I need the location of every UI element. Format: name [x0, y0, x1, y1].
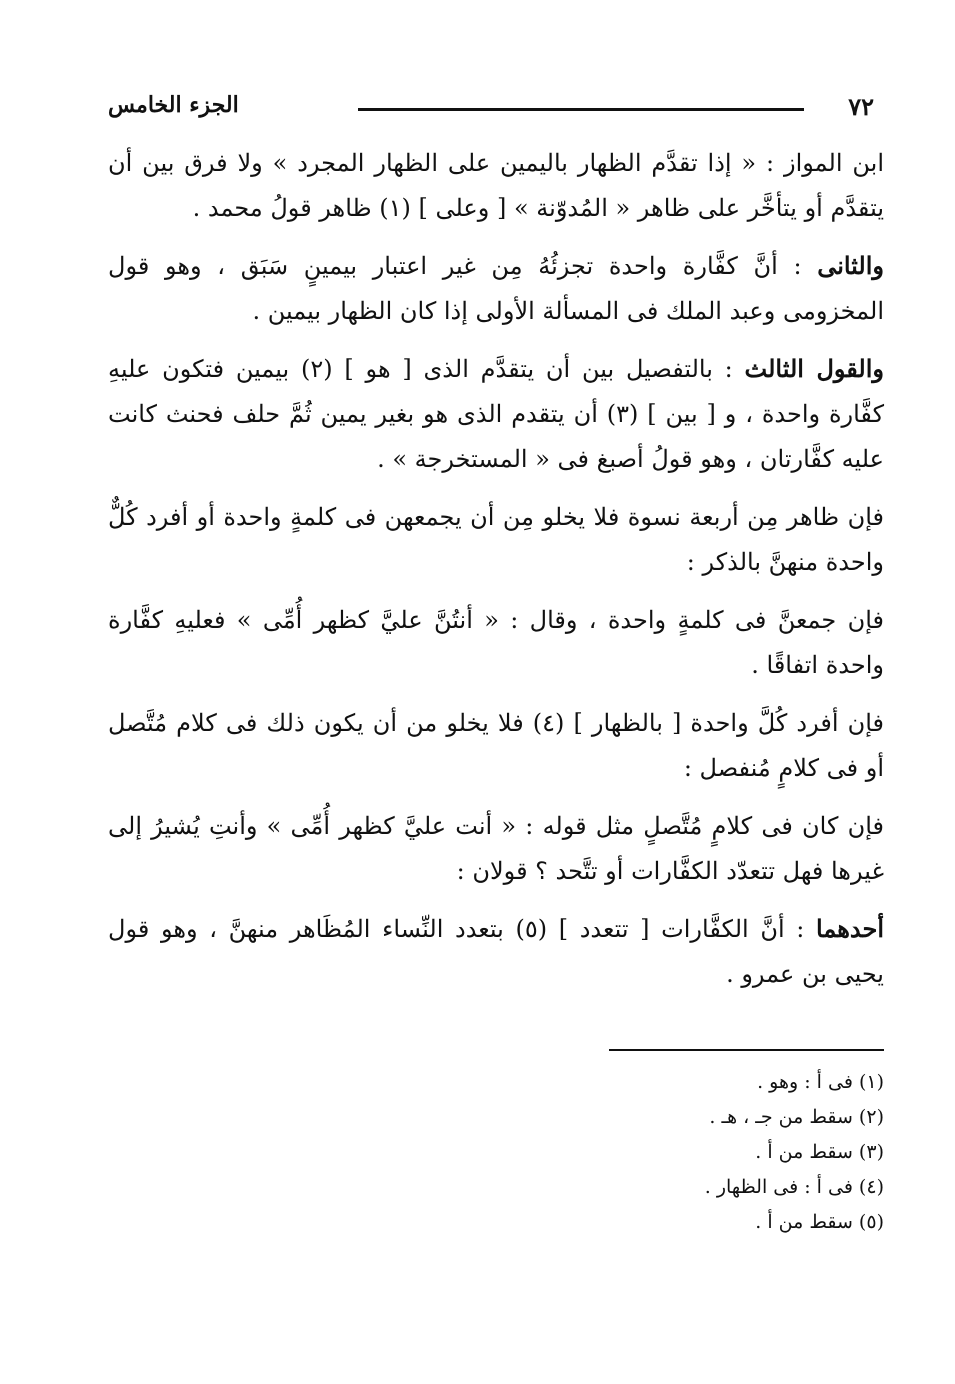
paragraph: والقول الثالث : بالتفصيل بين أن يتقدَّم الذى [ هو ] (٢) بيمين فتكون عليهِ كفَّارة واحدة ، و [ بين ] (٣) أن يتقدم الذى هو بغير يمين ثُمَّ حلف فحنث كانت عليه كفَّارتان ، وهو قولُ أصبغ فى « المستخرجة » . — [108, 354, 884, 473]
footnote: (٤) فى أ : فى الظهار . — [704, 1176, 884, 1198]
paragraph: ابن المواز : « إذا تقدَّم الظهار باليمين على الظهار المجرد » ولا فرق بين أن يتقدَّم أو يتأخَّر على ظاهر « المُدوّنة » [ وعلى ] (١) ظاهر قولُ محمد . — [108, 149, 884, 222]
footnote: (٥) سقط من أ . — [755, 1211, 884, 1233]
paragraph-lead: والثانى — [817, 251, 884, 280]
running-head — [108, 92, 884, 140]
footnote: (٣) سقط من أ . — [755, 1141, 884, 1163]
footnote: (٢) سقط من جـ ، هـ . — [709, 1106, 884, 1128]
paragraph: أحدهما : أنَّ الكفَّارات [ تتعدد ] (٥) بتعدد النِّساء المُظَاهر منهنَّ ، وهو قول يحيى بن عمرو . — [108, 914, 884, 988]
paragraph: فإن جمعنَّ فى كلمةٍ واحدة ، وقال : « أنتُنَّ عليَّ كظهر أُمِّى » فعليهِ كفَّارة واحدة اتفاقًا . — [108, 606, 884, 679]
footnotes — [108, 1065, 884, 1240]
page — [108, 92, 884, 1240]
paragraph: والثانى : أنَّ كفَّارة واحدة تجزئُهُ مِن غير اعتبار بيمينٍ سَبَق ، وهو قول المخزومى وعبد الملك فى المسألة الأولى إذا كان الظهار بيمين . — [108, 251, 884, 325]
body-text — [108, 140, 884, 997]
paragraph: فإن أفرد كُلَّ واحدة [ بالظهار ] (٤) فلا يخلو من أن يكون ذلك فى كلام مُتَّصل أو فى كلامٍ مُنفصل : — [108, 709, 884, 782]
paragraph-lead: والقول الثالث — [744, 354, 884, 383]
header-rule — [358, 108, 804, 111]
footnote-rule — [609, 1049, 884, 1051]
footnote: (١) فى أ : وهو . — [757, 1071, 884, 1093]
paragraph-lead: أحدهما — [816, 914, 884, 943]
running-title: الجزء الخامس — [108, 92, 239, 118]
page-number: ٧٢ — [848, 92, 874, 121]
paragraph: فإن كان فى كلامٍ مُتَّصلٍ مثل قوله : « أنت عليَّ كظهر أُمِّى » وأنتِ يُشيرُ إلى غيرها فهل تتعدّد الكفَّارات أو تتَّحد ؟ قولان : — [108, 812, 884, 885]
paragraph: فإن ظاهر مِن أربعة نسوة فلا يخلو مِن أن يجمعهن فى كلمةٍ واحدة أو أفرد كُلٌّ واحدة منهنَّ بالذكر : — [108, 503, 884, 576]
